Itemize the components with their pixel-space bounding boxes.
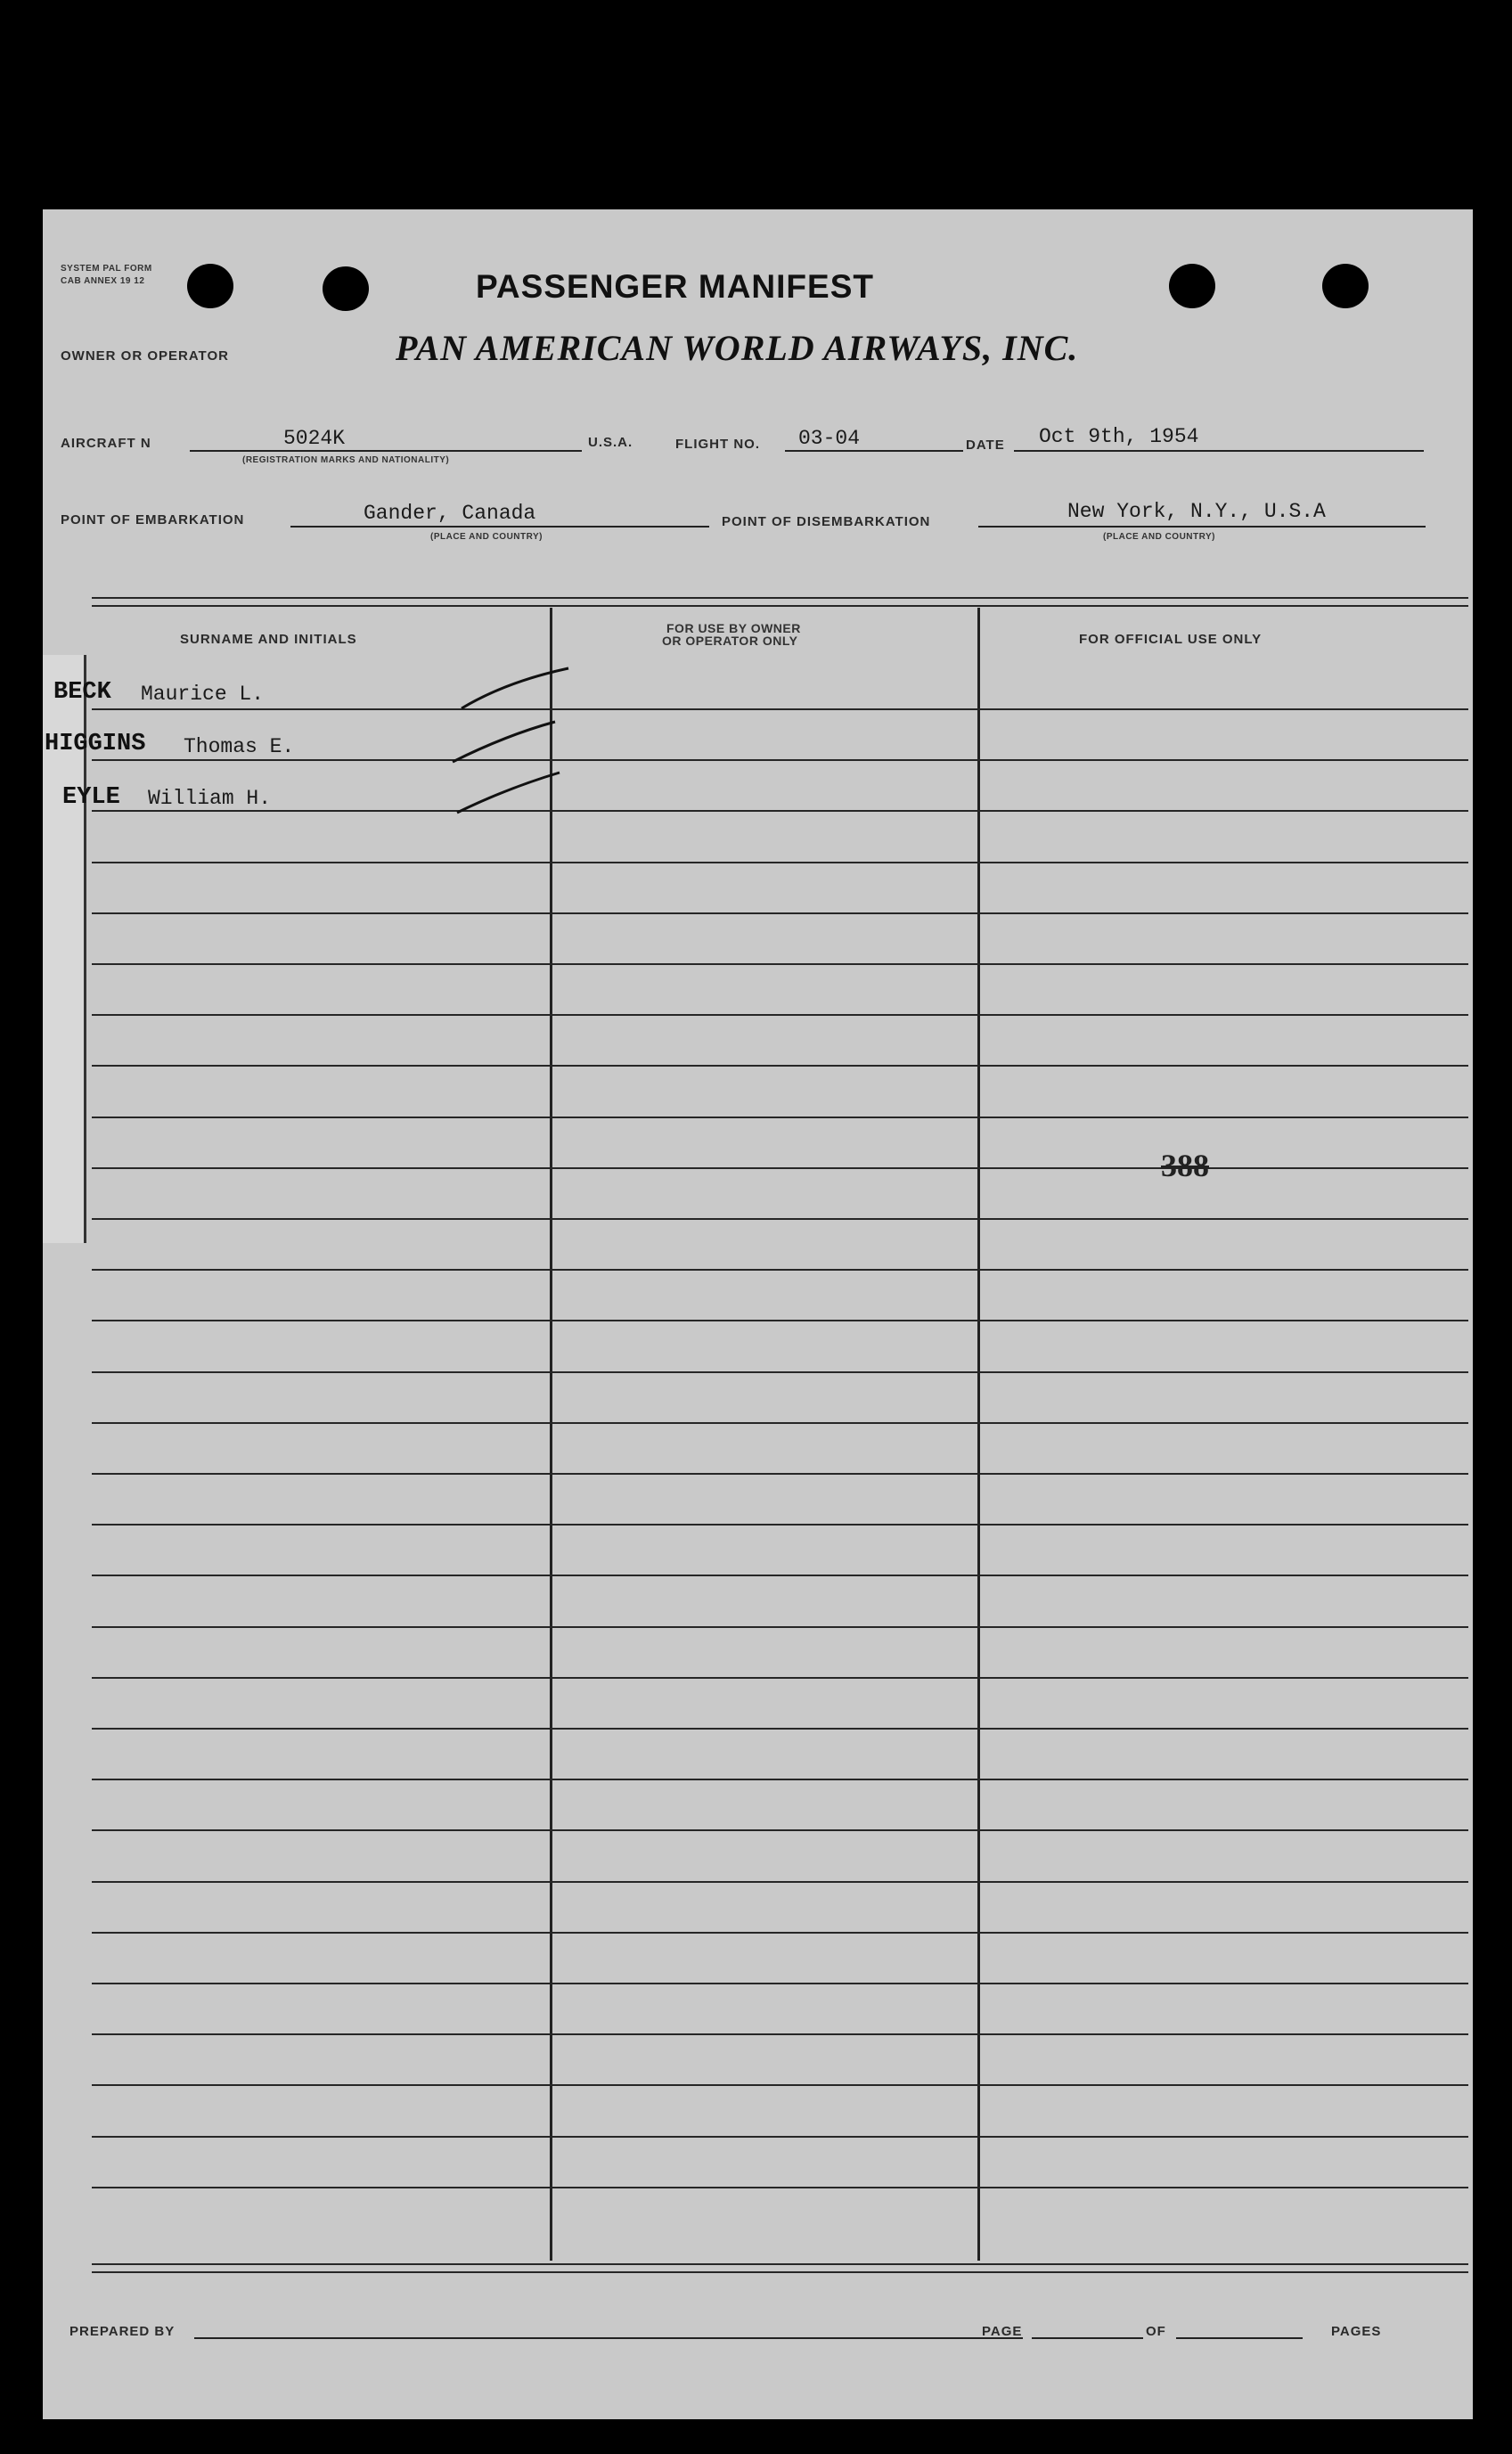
embarkation-label: POINT OF EMBARKATION bbox=[61, 512, 245, 528]
disembarkation-value: New York, N.Y., U.S.A bbox=[1067, 500, 1326, 523]
disembarkation-place-note: (PLACE AND COUNTRY) bbox=[1103, 532, 1215, 542]
passenger-surname: HIGGINS bbox=[45, 731, 146, 757]
manifest-page bbox=[43, 209, 1473, 2419]
embarkation-place-note: (PLACE AND COUNTRY) bbox=[430, 532, 543, 542]
page-title: PASSENGER MANIFEST bbox=[476, 268, 874, 305]
of-label: OF bbox=[1146, 2324, 1166, 2339]
registration-note: (REGISTRATION MARKS AND NATIONALITY) bbox=[242, 455, 450, 465]
form-code-line: SYSTEM PAL FORM bbox=[61, 264, 152, 274]
date-value: Oct 9th, 1954 bbox=[1039, 425, 1199, 448]
passenger-given-name: Maurice L. bbox=[141, 683, 265, 706]
of-line bbox=[1176, 2337, 1303, 2339]
footer-rule bbox=[92, 2263, 1468, 2265]
handwritten-strokes bbox=[43, 209, 1473, 2419]
flight-no-label: FLIGHT NO. bbox=[675, 437, 760, 452]
pen-stroke bbox=[457, 773, 560, 813]
page-line bbox=[1032, 2337, 1143, 2339]
usa-label: U.S.A. bbox=[588, 435, 633, 450]
aircraft-label: AIRCRAFT N bbox=[61, 436, 151, 451]
page-label: PAGE bbox=[982, 2324, 1023, 2339]
flight-no-value: 03-04 bbox=[798, 427, 861, 450]
surname-column-header: SURNAME AND INITIALS bbox=[180, 632, 357, 647]
footer-rule bbox=[92, 2271, 1468, 2273]
pen-stroke bbox=[462, 668, 568, 708]
pen-stroke bbox=[453, 722, 555, 762]
form-code-line: CAB ANNEX 19 12 bbox=[61, 276, 145, 286]
prepared-by-label: PREPARED BY bbox=[69, 2324, 176, 2339]
owner-column-header-line2: OR OPERATOR ONLY bbox=[662, 634, 798, 648]
passenger-surname: BECK bbox=[53, 679, 111, 706]
disembarkation-label: POINT OF DISEMBARKATION bbox=[722, 514, 931, 529]
official-note: 388 bbox=[1161, 1148, 1209, 1183]
date-label: DATE bbox=[966, 438, 1005, 453]
pages-label: PAGES bbox=[1331, 2324, 1382, 2339]
passenger-given-name: Thomas E. bbox=[184, 735, 295, 758]
embarkation-value: Gander, Canada bbox=[364, 502, 536, 525]
owner-operator-label: OWNER OR OPERATOR bbox=[61, 348, 229, 364]
passenger-surname: EYLE bbox=[62, 784, 120, 811]
carrier-name: PAN AMERICAN WORLD AIRWAYS, INC. bbox=[396, 328, 1079, 368]
official-column-header: FOR OFFICIAL USE ONLY bbox=[1079, 632, 1263, 647]
owner-column-header-line1: FOR USE BY OWNER bbox=[666, 621, 801, 635]
passenger-given-name: William H. bbox=[148, 787, 272, 810]
aircraft-value: 5024K bbox=[283, 427, 346, 450]
prepared-by-line bbox=[194, 2337, 1023, 2339]
